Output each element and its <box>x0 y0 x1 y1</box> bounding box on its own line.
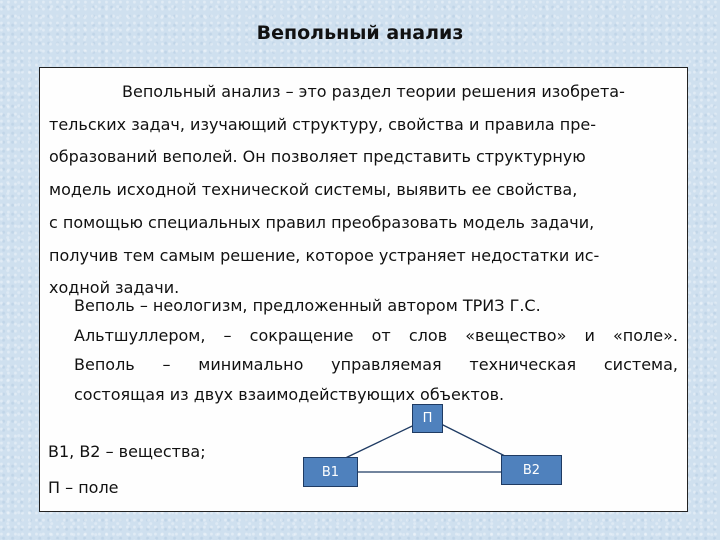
page-title: Вепольный анализ <box>256 22 464 44</box>
text-line: ходной задачи. <box>49 278 180 298</box>
legend-substances: В1, В2 – вещества; <box>48 442 206 461</box>
text-line: Альтшуллером, – сокращение от слов «вещество» и «поле». <box>74 325 678 345</box>
text-line: Веполь – неологизм, предложенный автором ТРИЗ Г.С. <box>74 296 541 315</box>
text-line: Вепольный анализ – это раздел теории решения изобрета- <box>122 82 625 101</box>
field-node: П <box>412 404 443 433</box>
text-line: получив тем самым решение, которое устраняет недостатки ис- <box>49 245 600 265</box>
text-line: тельских задач, изучающий структуру, свойства и правила пре- <box>49 114 597 134</box>
substance2-node: В2 <box>501 455 562 485</box>
content-box <box>39 67 688 512</box>
legend-field: П – поле <box>48 478 119 497</box>
substance1-node: В1 <box>303 457 358 487</box>
text-line: состоящая из двух взаимодействующих объектов. <box>74 384 505 404</box>
text-line: образований веполей. Он позволяет представить структурную <box>49 147 586 167</box>
text-line: модель исходной технической системы, выявить ее свойства, <box>49 180 578 200</box>
text-line: Веполь – минимально управляемая техническая система, <box>74 355 678 374</box>
vepol-triangle-links <box>40 68 689 513</box>
text-line: с помощью специальных правил преобразовать модель задачи, <box>49 212 595 232</box>
